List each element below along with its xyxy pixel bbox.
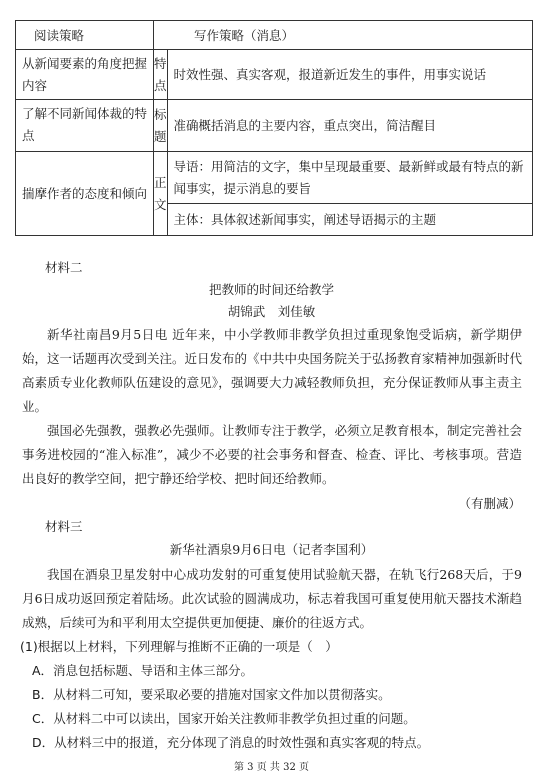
page-footer: 第 3 页 共 32 页 — [234, 762, 309, 773]
material2-paragraph-2: 强国必先强教，强教必先强师。让教师专注于教学，必须立足教育根本，制定完善社会事务进校园的“准入标准”，减少不必要的社会事务和督查、检查、评比、考核事项。营造出良好的教学空间，把宁静还给学校、把时间还给教师。 — [22, 423, 523, 486]
row3-strategy: 揣摩作者的态度和倾向 — [16, 152, 154, 236]
material3-heading: 材料三 — [45, 519, 83, 534]
row1-text: 时效性强、真实客观，报道新近发生的事件，用事实说话 — [167, 50, 532, 100]
strategy-table — [15, 20, 533, 236]
material2-title: 把教师的时间还给教学 — [208, 282, 334, 297]
row3-label: 正文 — [154, 152, 168, 236]
row2-text: 准确概括消息的主要内容，重点突出，简洁醒目 — [167, 100, 532, 152]
option-d: D．从材料三中的报道，充分体现了消息的时效性强和真实客观的特点。 — [32, 735, 430, 750]
row2-label: 标题 — [154, 100, 168, 152]
row3-lead-text: 导语：用简洁的文字，集中呈现最重要、最新鲜或最有特点的新闻事实，提示消息的要旨 — [167, 152, 532, 204]
material3-title: 新华社酒泉9月6日电（记者李国利） — [169, 542, 374, 557]
material2-authors: 胡锦武 刘佳敏 — [227, 304, 316, 319]
option-b: B．从材料二可知，要采取必要的措施对国家文件加以贯彻落实。 — [32, 687, 391, 702]
material2-note: （有删减） — [458, 496, 521, 511]
material2-heading: 材料二 — [45, 260, 83, 275]
question-stem: (1)根据以上材料，下列理解与推断不正确的一项是（ ） — [20, 639, 338, 654]
row3-body-text: 主体：具体叙述新闻事实，阐述导语揭示的主题 — [167, 204, 532, 236]
material3-paragraph-1: 我国在酒泉卫星发射中心成功发射的可重复使用试验航天器，在轨飞行268天后，于9月6日成功返回预定着陆场。此次试验的圆满成功，标志着我国可重复使用航天器技术渐趋成熟，后续可为和平利用太空提供更加便捷、廉价的往返方式。 — [22, 567, 522, 630]
option-a: A．消息包括标题、导语和主体三部分。 — [32, 663, 254, 678]
header-reading-strategy: 阅读策略 — [16, 21, 154, 50]
option-c: C．从材料二中可以读出，国家开始关注教师非教学负担过重的问题。 — [32, 711, 416, 726]
row1-strategy: 从新闻要素的角度把握内容 — [16, 50, 154, 100]
material2-paragraph-1: 新华社南昌9月5日电 近年来，中小学教师非教学负担过重现象饱受诟病，新学期伊始，这一话题再次受到关注。近日发布的《中共中央国务院关于弘扬教育家精神加强新时代高素质专业化教师队伍建设的意见》，强调要大力减轻教师负担，充分保证教师从事主责主业。 — [22, 327, 523, 414]
row2-strategy: 了解不同新闻体裁的特点 — [16, 100, 154, 152]
header-writing-strategy: 写作策略（消息） — [154, 21, 533, 50]
row1-label: 特点 — [154, 50, 168, 100]
